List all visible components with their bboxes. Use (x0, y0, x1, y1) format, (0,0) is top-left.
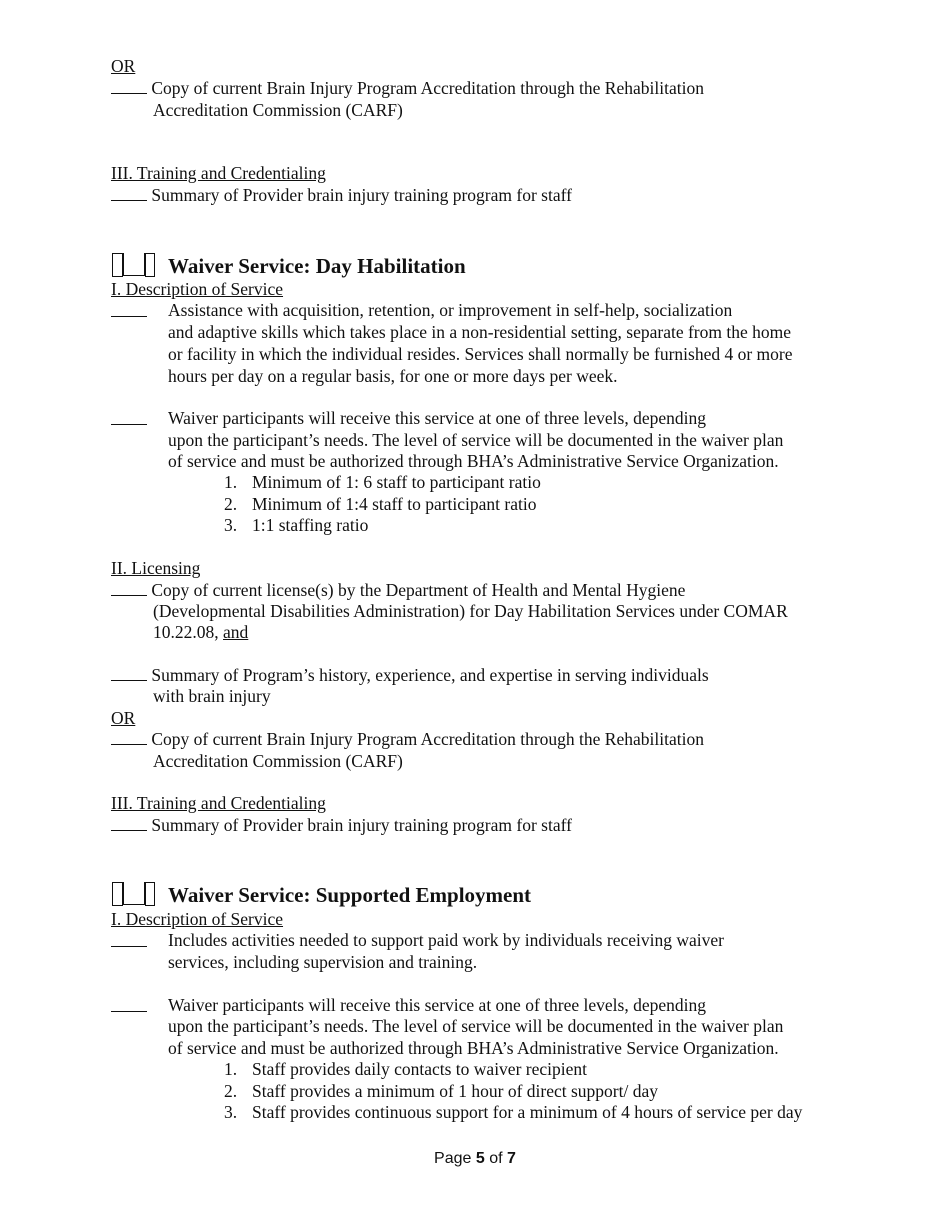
checklist-blank[interactable] (111, 424, 147, 425)
training-heading: III. Training and Credentialing (111, 793, 326, 813)
total-pages: 7 (507, 1150, 516, 1167)
levels-text: of service and must be authorized through BHA’s Administrative Service Organization. (168, 1038, 779, 1058)
checklist-blank[interactable] (111, 729, 147, 745)
carf-checklist-item: Copy of current Brain Injury Program Accreditation through the Rehabilitation (111, 729, 704, 750)
list-item: 1. Staff provides daily contacts to waiver recipient (224, 1059, 587, 1079)
license-text: 10.22.08, and (153, 622, 249, 642)
current-page: 5 (475, 1150, 485, 1167)
description-text: Assistance with acquisition, retention, or improvement in self-help, socialization (168, 300, 733, 320)
carf-line-2: Accreditation Commission (CARF) (153, 751, 403, 771)
checklist-blank[interactable] (111, 316, 147, 317)
training-heading: III. Training and Credentialing (111, 163, 326, 183)
of-word: of (489, 1150, 503, 1167)
history-checklist-item: Summary of Program’s history, experience, and expertise in serving individuals (111, 665, 709, 686)
carf-line-2: Accreditation Commission (CARF) (153, 100, 403, 120)
list-item: 2. Staff provides a minimum of 1 hour of direct support/ day (224, 1081, 658, 1101)
or-label: OR (111, 56, 136, 76)
section-title: Waiver Service: Day Habilitation (168, 254, 466, 278)
checklist-blank[interactable] (111, 1011, 147, 1012)
description-text: Includes activities needed to support paid work by individuals receiving waiver (168, 930, 724, 950)
description-text: hours per day on a regular basis, for one or more days per week. (168, 366, 618, 386)
service-checkbox[interactable] (112, 253, 152, 277)
license-text: (Developmental Disabilities Administration) for Day Habilitation Services under COMAR (153, 601, 788, 621)
or-label: OR (111, 708, 136, 728)
description-heading: I. Description of Service (111, 909, 284, 929)
page-word: Page (434, 1150, 472, 1167)
section-title: Waiver Service: Supported Employment (168, 883, 532, 907)
levels-text: Waiver participants will receive this service at one of three levels, depending (168, 408, 706, 428)
levels-text: upon the participant’s needs. The level of service will be documented in the waiver plan (168, 1016, 784, 1036)
checklist-blank[interactable] (111, 185, 147, 201)
checklist-blank[interactable] (111, 815, 147, 831)
service-checkbox[interactable] (112, 882, 152, 906)
description-text: services, including supervision and training. (168, 952, 478, 972)
checklist-blank[interactable] (111, 665, 147, 681)
checklist-blank[interactable] (111, 946, 147, 947)
levels-text: Waiver participants will receive this service at one of three levels, depending (168, 995, 706, 1015)
checklist-blank[interactable] (111, 580, 147, 596)
list-item: 2. Minimum of 1:4 staff to participant ratio (224, 494, 537, 514)
levels-text: upon the participant’s needs. The level of service will be documented in the waiver plan (168, 430, 784, 450)
license-checklist-item: Copy of current license(s) by the Department of Health and Mental Hygiene (111, 580, 685, 601)
description-text: or facility in which the individual resides. Services shall normally be furnished 4 or more (168, 344, 793, 364)
description-text: and adaptive skills which takes place in a non-residential setting, separate from the home (168, 322, 791, 342)
carf-checklist-item: Copy of current Brain Injury Program Accreditation through the Rehabilitation (111, 78, 704, 99)
list-item: 1. Minimum of 1: 6 staff to participant ratio (224, 472, 541, 492)
history-text: with brain injury (153, 686, 271, 706)
description-heading: I. Description of Service (111, 279, 284, 299)
training-checklist-item: Summary of Provider brain injury training program for staff (111, 185, 572, 206)
training-checklist-item: Summary of Provider brain injury training program for staff (111, 815, 572, 836)
list-item: 3. 1:1 staffing ratio (224, 515, 369, 535)
levels-text: of service and must be authorized through BHA’s Administrative Service Organization. (168, 451, 779, 471)
checklist-blank[interactable] (111, 78, 147, 94)
page-footer (0, 1150, 950, 1168)
list-item: 3. Staff provides continuous support for a minimum of 4 hours of service per day (224, 1102, 803, 1122)
licensing-heading: II. Licensing (111, 558, 201, 578)
